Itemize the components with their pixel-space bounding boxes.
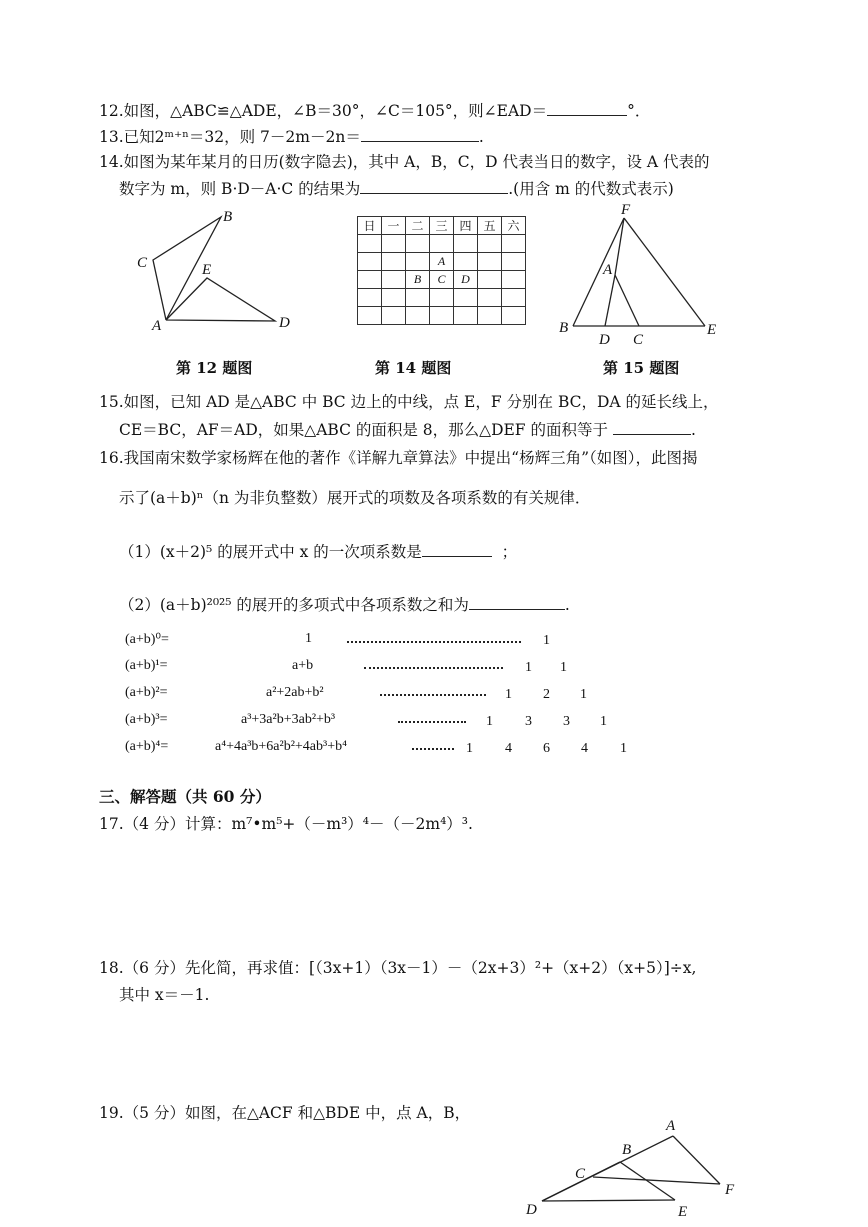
q16-sub1: （1）(x＋2)⁵ 的展开式中 x 的一次项系数是 ；	[119, 543, 518, 561]
yh-lhs: (a+b)³=	[125, 712, 168, 727]
yh-dots	[412, 748, 454, 750]
q19: 19.（5 分）如图，在△ACF 和△BDE 中，点 A，B，	[99, 1104, 471, 1122]
calendar-header: 三	[430, 217, 454, 235]
yh-coef: 6	[543, 741, 550, 756]
q14-line1: 14.如图为某年某月的日历(数字隐去)，其中 A，B，C，D 代表当日的数字，设 A 代表的	[99, 153, 710, 171]
fig19-label: B	[622, 1142, 632, 1158]
figure-15	[555, 200, 725, 350]
yh-coef: 1	[543, 633, 550, 648]
calendar-cell-a: A	[430, 253, 454, 271]
answer-blank	[613, 419, 691, 435]
fig15-caption: 第 15 题图	[603, 359, 680, 377]
q13: 13.已知2ᵐ⁺ⁿ＝32，则 7－2m－2n＝ .	[99, 128, 484, 146]
fig19-label: A	[666, 1118, 676, 1134]
yh-coef: 1	[486, 714, 493, 729]
answer-blank	[547, 100, 627, 116]
calendar-cell-d: D	[454, 271, 478, 289]
fig12-label: A	[152, 318, 162, 334]
fig12-label: E	[202, 262, 212, 278]
yh-coef: 1	[560, 660, 567, 675]
calendar-header: 五	[478, 217, 502, 235]
yh-dots	[380, 694, 486, 696]
fig19-label: E	[678, 1204, 688, 1220]
q18-line2: 其中 x＝－1.	[119, 986, 210, 1004]
fig19-label: F	[725, 1182, 735, 1198]
calendar-cell-c: C	[430, 271, 454, 289]
yh-lhs: (a+b)¹=	[125, 658, 168, 673]
calendar-header: 四	[454, 217, 478, 235]
yh-dots	[364, 667, 503, 669]
q18-line1: 18.（6 分）先化简，再求值：[（3x+1）（3x－1）－（2x+3）²+（x+2）（x+5）]÷x,	[99, 959, 697, 977]
yh-lhs: (a+b)⁰=	[125, 632, 169, 647]
yh-coef: 3	[563, 714, 570, 729]
yh-lhs: (a+b)²=	[125, 685, 168, 700]
yh-coef: 1	[466, 741, 473, 756]
calendar-header: 二	[406, 217, 430, 235]
yh-coef: 1	[580, 687, 587, 702]
q17: 17.（4 分）计算：m⁷•m⁵+（－m³）⁴－（－2m⁴）³.	[99, 815, 473, 833]
yh-expr: a²+2ab+b²	[266, 685, 324, 700]
q16-line1: 16.我国南宋数学家杨辉在他的著作《详解九章算法》中提出“杨辉三角”（如图），此图揭	[99, 449, 698, 467]
section-title: 三、解答题（共 60 分）	[99, 787, 271, 806]
fig15-label: D	[599, 332, 610, 348]
q16-sub2: （2）(a＋b)²⁰²⁵ 的展开的多项式中各项系数之和为 .	[119, 596, 570, 614]
calendar-header: 日	[358, 217, 382, 235]
answer-blank	[361, 126, 479, 142]
yh-expr: a+b	[292, 658, 314, 673]
fig12-label: C	[137, 255, 148, 271]
calendar-header: 一	[382, 217, 406, 235]
fig15-label: A	[603, 262, 613, 278]
q15-line2: CE＝BC，AF＝AD，如果△ABC 的面积是 8，那么△DEF 的面积等于 .	[119, 421, 696, 439]
yh-dots	[398, 721, 466, 723]
calendar-table	[357, 216, 526, 325]
yh-coef: 2	[543, 687, 550, 702]
fig15-label: C	[633, 332, 644, 348]
yh-expr: 1	[305, 631, 312, 646]
figure-12	[125, 205, 305, 340]
fig12-caption: 第 12 题图	[176, 359, 253, 377]
answer-blank	[422, 541, 492, 557]
fig15-label: E	[707, 322, 717, 338]
q15-line1: 15.如图，已知 AD 是△ABC 中 BC 边上的中线，点 E，F 分别在 BC，DA 的延长线上，	[99, 393, 719, 411]
yh-coef: 1	[505, 687, 512, 702]
calendar-header: 六	[502, 217, 526, 235]
yh-expr: a³+3a²b+3ab²+b³	[241, 712, 336, 727]
yh-coef: 1	[600, 714, 607, 729]
yh-coef: 1	[620, 741, 627, 756]
q16-line2: 示了(a＋b)ⁿ（n 为非负整数）展开式的项数及各项系数的有关规律．	[119, 489, 591, 507]
fig15-label: B	[559, 320, 569, 336]
fig12-label: B	[223, 209, 233, 225]
fig19-label: D	[526, 1202, 537, 1218]
q14-line2: 数字为 m，则 B·D－A·C 的结果为 .(用含 m 的代数式表示)	[119, 180, 674, 198]
fig12-label: D	[279, 315, 290, 331]
yh-coef: 4	[505, 741, 512, 756]
yh-expr: a⁴+4a³b+6a²b²+4ab³+b⁴	[215, 739, 347, 754]
fig15-label: F	[621, 202, 631, 218]
q12: 12.如图，△ABC≌△ADE，∠B＝30°，∠C＝105°，则∠EAD＝ °．	[99, 102, 651, 120]
yh-coef: 1	[525, 660, 532, 675]
fig14-caption: 第 14 题图	[375, 359, 452, 377]
yh-lhs: (a+b)⁴=	[125, 739, 169, 754]
figure-19	[520, 1112, 750, 1224]
yh-coef: 4	[581, 741, 588, 756]
yh-coef: 3	[525, 714, 532, 729]
fig19-label: C	[575, 1166, 586, 1182]
yh-dots	[347, 641, 521, 643]
calendar-cell-b: B	[406, 271, 430, 289]
answer-blank	[469, 594, 565, 610]
answer-blank	[360, 178, 508, 194]
